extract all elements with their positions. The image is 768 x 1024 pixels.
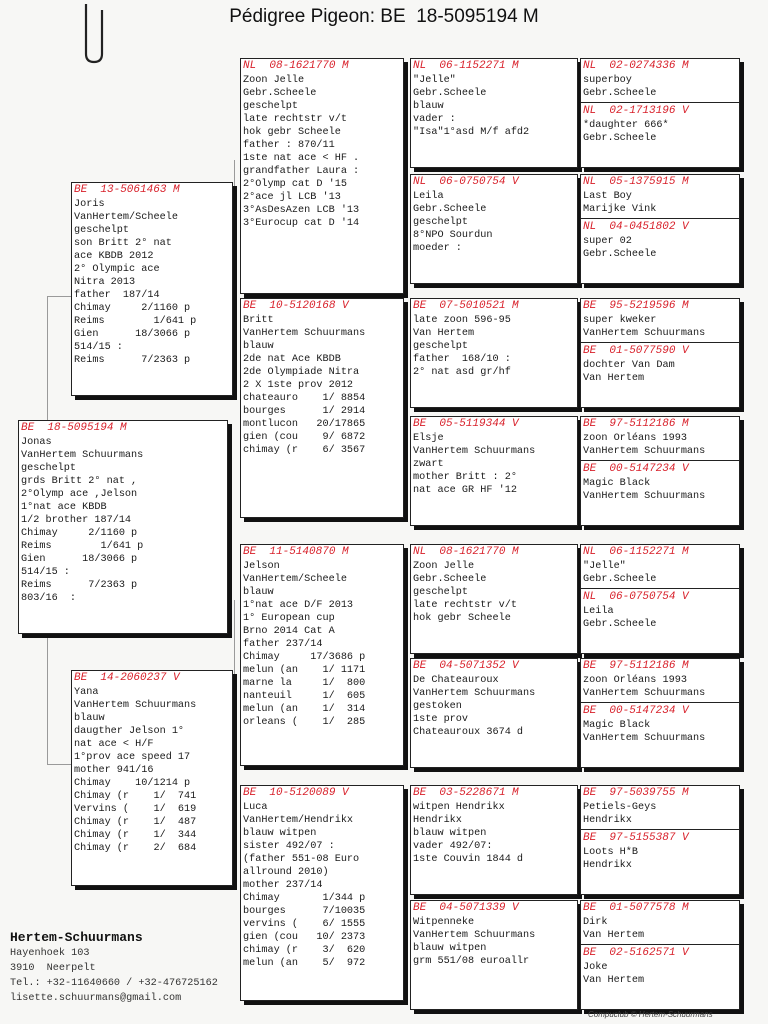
great-great-grandparents-card <box>580 544 740 654</box>
divider <box>581 588 740 589</box>
great-great-grandmother-line: dochter Van Dam <box>583 360 675 371</box>
father-card-line: Reims 1/641 p <box>74 316 197 327</box>
maternal-grandmother-card-line: mother 237/14 <box>243 880 323 891</box>
father-card-line: Gien 18/3066 p <box>74 329 191 340</box>
maternal-grandfather-card-line: marne la 1/ 800 <box>243 678 366 689</box>
great-grandparent-card-line: Hendrikx <box>413 815 462 826</box>
paternal-grandmother-card-line: VanHertem Schuurmans <box>243 328 366 339</box>
maternal-grandmother-card-line: Luca <box>243 802 268 813</box>
paternal-grandfather-card-line: 2°Olymp cat D '15 <box>243 179 347 190</box>
mother-card-ring-number: BE 14-2060237 V <box>74 672 180 684</box>
maternal-grandmother-card-line: gien (cou 10/ 2373 <box>243 932 366 943</box>
great-great-grandfather-ring-number: BE 95-5219596 M <box>583 300 689 312</box>
great-grandparent-card-line: Elsje <box>413 433 444 444</box>
great-grandparent-card-line: gestoken <box>413 701 462 712</box>
mother-card-line: daugther Jelson 1° <box>74 726 185 737</box>
subject-card-line: Jonas <box>21 437 52 448</box>
subject-card-line: 1°nat ace KBDB <box>21 502 107 513</box>
great-great-grandfather-ring-number: BE 97-5039755 M <box>583 787 689 799</box>
great-grandparent-card-line: VanHertem Schuurmans <box>413 930 536 941</box>
great-great-grandparents-card <box>580 900 740 1010</box>
great-great-grandmother-line: Leila <box>583 606 614 617</box>
father-card-line: geschelpt <box>74 225 130 236</box>
great-great-grandparents-card <box>580 174 740 284</box>
great-grandparent-card-line: VanHertem Schuurmans <box>413 446 536 457</box>
paternal-grandfather-card-ring-number: NL 08-1621770 M <box>243 60 349 72</box>
maternal-grandmother-card-line: vervins ( 6/ 1555 <box>243 919 366 930</box>
great-grandparent-card <box>410 298 578 408</box>
great-grandparent-card-line: vader : <box>413 114 456 125</box>
great-great-grandmother-line: *daughter 666* <box>583 120 669 131</box>
great-grandparent-card-ring-number: BE 03-5228671 M <box>413 787 519 799</box>
great-great-grandfather-line: Gebr.Scheele <box>583 574 657 585</box>
great-great-grandparents-card <box>580 785 740 895</box>
great-grandparent-card-ring-number: NL 06-0750754 V <box>413 176 519 188</box>
great-grandparent-card-line: blauw <box>413 101 444 112</box>
mother-card-line: Chimay (r 1/ 344 <box>74 830 197 841</box>
father-card-ring-number: BE 13-5061463 M <box>74 184 180 196</box>
mother-card <box>71 670 233 886</box>
great-great-grandmother-line: Gebr.Scheele <box>583 619 657 630</box>
great-grandparent-card-ring-number: NL 08-1621770 M <box>413 546 519 558</box>
great-great-grandmother-line: Loots H*B <box>583 847 639 858</box>
great-grandparent-card-line: geschelpt <box>413 217 469 228</box>
paternal-grandfather-card-line: Zoon Jelle <box>243 75 305 86</box>
maternal-grandfather-card-ring-number: BE 11-5140870 M <box>243 546 349 558</box>
mother-card-line: Chimay (r 2/ 684 <box>74 843 197 854</box>
maternal-grandmother-card-line: Chimay 1/344 p <box>243 893 366 904</box>
maternal-grandmother-card <box>240 785 404 1001</box>
paternal-grandmother-card-line: 2de Olympiade Nitra <box>243 367 360 378</box>
great-great-grandfather-ring-number: BE 01-5077578 M <box>583 902 689 914</box>
father-card-line: father 187/14 <box>74 290 160 301</box>
divider <box>581 702 740 703</box>
paternal-grandfather-card-line: 3°Eurocup cat D '14 <box>243 218 360 229</box>
maternal-grandmother-card-line: chimay (r 3/ 620 <box>243 945 366 956</box>
great-grandparent-card-line: De Chateauroux <box>413 675 499 686</box>
great-grandparent-card <box>410 58 578 168</box>
great-great-grandmother-line: Gebr.Scheele <box>583 133 657 144</box>
breeder-phone: Tel.: +32-11640660 / +32-476725162 <box>10 978 218 989</box>
great-great-grandmother-ring-number: NL 04-0451802 V <box>583 221 689 233</box>
great-great-grandmother-ring-number: BE 97-5155387 V <box>583 832 689 844</box>
father-card-line: VanHertem/Scheele <box>74 212 178 223</box>
father-card-line: Joris <box>74 199 105 210</box>
paternal-grandfather-card-line: hok gebr Scheele <box>243 127 341 138</box>
great-great-grandparents-card <box>580 416 740 526</box>
great-great-grandmother-ring-number: BE 00-5147234 V <box>583 463 689 475</box>
paternal-grandmother-card-line: chateauro 1/ 8854 <box>243 393 366 404</box>
divider <box>581 342 740 343</box>
great-grandparent-card-line: Gebr.Scheele <box>413 574 487 585</box>
subject-card-line: 803/16 : <box>21 593 77 604</box>
breeder-city: 3910 Neerpelt <box>10 963 96 974</box>
great-grandparent-card-ring-number: BE 04-5071339 V <box>413 902 519 914</box>
paternal-grandmother-card-ring-number: BE 10-5120168 V <box>243 300 349 312</box>
great-grandparent-card-line: "Isa"1°asd M/f afd2 <box>413 127 530 138</box>
paternal-grandmother-card <box>240 298 404 518</box>
connector-line <box>404 100 405 240</box>
great-great-grandmother-line: VanHertem Schuurmans <box>583 491 706 502</box>
mother-card-line: Chimay (r 1/ 487 <box>74 817 197 828</box>
paternal-grandfather-card-line: 2°ace jl LCB '13 <box>243 192 341 203</box>
paternal-grandmother-card-line: bourges 1/ 2914 <box>243 406 366 417</box>
great-great-grandmother-line: Gebr.Scheele <box>583 249 657 260</box>
paternal-grandmother-card-line: 2de nat Ace KBDB <box>243 354 341 365</box>
great-great-grandmother-line: Magic Black <box>583 720 651 731</box>
great-grandparent-card <box>410 544 578 654</box>
mother-card-line: mother 941/16 <box>74 765 154 776</box>
paternal-grandmother-card-line: chimay (r 6/ 3567 <box>243 445 366 456</box>
great-great-grandmother-ring-number: NL 06-0750754 V <box>583 591 689 603</box>
paternal-grandfather-card-line: late rechtstr v/t <box>243 114 347 125</box>
maternal-grandmother-card-line: (father 551-08 Euro <box>243 854 360 865</box>
subject-card-line: grds Britt 2° nat , <box>21 476 138 487</box>
great-grandparent-card-line: witpen Hendrikx <box>413 802 505 813</box>
great-great-grandmother-line: super 02 <box>583 236 632 247</box>
divider <box>581 102 740 103</box>
father-card-line: Chimay 2/1160 p <box>74 303 191 314</box>
great-great-grandfather-line: Last Boy <box>583 191 632 202</box>
paternal-grandfather-card-line: Gebr.Scheele <box>243 88 317 99</box>
great-great-grandfather-line: VanHertem Schuurmans <box>583 688 706 699</box>
paternal-grandfather-card-line: geschelpt <box>243 101 299 112</box>
great-grandparent-card-ring-number: BE 05-5119344 V <box>413 418 519 430</box>
great-great-grandfather-ring-number: NL 06-1152271 M <box>583 546 689 558</box>
mother-card-line: Chimay (r 1/ 741 <box>74 791 197 802</box>
great-great-grandparents-card <box>580 58 740 168</box>
mother-card-line: nat ace < H/F <box>74 739 154 750</box>
great-grandparent-card-line: late rechtstr v/t <box>413 600 517 611</box>
great-grandparent-card-line: moeder : <box>413 243 462 254</box>
paternal-grandfather-card-line: father : 870/11 <box>243 140 335 151</box>
page-title: Pédigree Pigeon: BE 18-5095194 M <box>229 6 539 27</box>
mother-card-line: Yana <box>74 687 99 698</box>
great-grandparent-card-line: Witpenneke <box>413 917 475 928</box>
great-great-grandfather-line: Marijke Vink <box>583 204 657 215</box>
subject-card-line: 1/2 brother 187/14 <box>21 515 132 526</box>
maternal-grandfather-card-line: blauw <box>243 587 274 598</box>
subject-card-line: 514/15 : <box>21 567 70 578</box>
great-great-grandmother-line: Hendrikx <box>583 860 632 871</box>
great-great-grandfather-line: Hendrikx <box>583 815 632 826</box>
breeder-email[interactable]: lisette.schuurmans@gmail.com <box>10 993 182 1004</box>
subject-card-line: geschelpt <box>21 463 77 474</box>
paternal-grandfather-card-line: 3°AsDesAzen LCB '13 <box>243 205 360 216</box>
great-grandparent-card <box>410 658 578 768</box>
connector-line <box>234 600 235 840</box>
connector-line <box>404 320 405 460</box>
great-great-grandfather-ring-number: BE 97-5112186 M <box>583 418 689 430</box>
connector-line <box>234 160 235 400</box>
paternal-grandmother-card-line: gien (cou 9/ 6872 <box>243 432 366 443</box>
breeder-address: Hayenhoek 103 <box>10 948 90 959</box>
father-card-line: Nitra 2013 <box>74 277 136 288</box>
great-grandparent-card-line: late zoon 596-95 <box>413 315 511 326</box>
subject-card-line: Reims 1/641 p <box>21 541 144 552</box>
maternal-grandfather-card-line: VanHertem/Scheele <box>243 574 347 585</box>
connector-line <box>404 800 405 940</box>
maternal-grandmother-card-line: blauw witpen <box>243 828 317 839</box>
great-great-grandmother-ring-number: BE 00-5147234 V <box>583 705 689 717</box>
paternal-grandmother-card-line: 2 X 1ste prov 2012 <box>243 380 354 391</box>
mother-card-line: VanHertem Schuurmans <box>74 700 197 711</box>
great-great-grandfather-line: Dirk <box>583 917 608 928</box>
great-great-grandfather-line: zoon Orléans 1993 <box>583 433 687 444</box>
mother-card-line: blauw <box>74 713 105 724</box>
maternal-grandfather-card <box>240 544 404 766</box>
breeder-contact <box>10 930 218 1006</box>
maternal-grandmother-card-line: VanHertem/Hendrikx <box>243 815 354 826</box>
great-grandparent-card-line: mother Britt : 2° <box>413 472 517 483</box>
great-great-grandmother-ring-number: BE 02-5162571 V <box>583 947 689 959</box>
great-great-grandfather-ring-number: NL 02-0274336 M <box>583 60 689 72</box>
great-great-grandmother-line: Van Hertem <box>583 373 645 384</box>
maternal-grandfather-card-line: orleans ( 1/ 285 <box>243 717 366 728</box>
great-great-grandmother-line: VanHertem Schuurmans <box>583 733 706 744</box>
father-card-line: Reims 7/2363 p <box>74 355 191 366</box>
great-grandparent-card-line: VanHertem Schuurmans <box>413 688 536 699</box>
great-grandparent-card-line: geschelpt <box>413 587 469 598</box>
connector-line <box>47 296 48 420</box>
maternal-grandfather-card-line: Chimay 17/3686 p <box>243 652 366 663</box>
paternal-grandfather-card-line: 1ste nat ace < HF . <box>243 153 360 164</box>
great-great-grandfather-line: Van Hertem <box>583 930 645 941</box>
maternal-grandfather-card-line: 1°nat ace D/F 2013 <box>243 600 354 611</box>
great-grandparent-card-line: 2° nat asd gr/hf <box>413 367 511 378</box>
great-grandparent-card-line: father 168/10 : <box>413 354 511 365</box>
great-grandparent-card <box>410 785 578 895</box>
great-grandparent-card-line: blauw witpen <box>413 828 487 839</box>
great-great-grandmother-line: Van Hertem <box>583 975 645 986</box>
great-grandparent-card-line: Leila <box>413 191 444 202</box>
maternal-grandfather-card-line: 1° European cup <box>243 613 335 624</box>
mother-card-line: Vervins ( 1/ 619 <box>74 804 197 815</box>
mother-card-line: Chimay 10/1214 p <box>74 778 191 789</box>
great-great-grandfather-ring-number: NL 05-1375915 M <box>583 176 689 188</box>
great-grandparent-card-ring-number: BE 07-5010521 M <box>413 300 519 312</box>
great-grandparent-card-line: 1ste Couvin 1844 d <box>413 854 524 865</box>
great-grandparent-card-ring-number: NL 06-1152271 M <box>413 60 519 72</box>
subject-card <box>18 420 228 634</box>
subject-card-line: Gien 18/3066 p <box>21 554 138 565</box>
paternal-grandmother-card-line: montlucon 20/17865 <box>243 419 366 430</box>
great-grandparent-card-line: nat ace GR HF '12 <box>413 485 517 496</box>
paternal-grandmother-card-line: Britt <box>243 315 274 326</box>
maternal-grandfather-card-line: Jelson <box>243 561 280 572</box>
great-grandparent-card <box>410 416 578 526</box>
great-grandparent-card-line: grm 551/08 euroallr <box>413 956 530 967</box>
great-great-grandfather-line: superboy <box>583 75 632 86</box>
great-great-grandfather-line: "Jelle" <box>583 561 626 572</box>
father-card-line: 514/15 : <box>74 342 123 353</box>
connector-line <box>47 764 71 765</box>
mother-card-line: 1°prov ace speed 17 <box>74 752 191 763</box>
connector-line <box>47 634 48 764</box>
great-grandparent-card-line: 8°NPO Sourdun <box>413 230 493 241</box>
great-great-grandfather-line: super kweker <box>583 315 657 326</box>
father-card-line: 2° Olympic ace <box>74 264 160 275</box>
great-great-grandfather-line: VanHertem Schuurmans <box>583 446 706 457</box>
great-grandparent-card-line: Van Hertem <box>413 328 475 339</box>
great-grandparent-card-line: Gebr.Scheele <box>413 204 487 215</box>
paternal-grandfather-card <box>240 58 404 294</box>
connector-line <box>404 560 405 700</box>
maternal-grandmother-card-line: bourges 7/10035 <box>243 906 366 917</box>
subject-card-line: Chimay 2/1160 p <box>21 528 138 539</box>
great-great-grandmother-ring-number: NL 02-1713196 V <box>583 105 689 117</box>
maternal-grandfather-card-line: nanteuil 1/ 605 <box>243 691 366 702</box>
father-card-line: ace KBDB 2012 <box>74 251 154 262</box>
maternal-grandmother-card-line: melun (an 5/ 972 <box>243 958 366 969</box>
great-great-grandfather-ring-number: BE 97-5112186 M <box>583 660 689 672</box>
subject-card-ring-number: BE 18-5095194 M <box>21 422 127 434</box>
great-grandparent-card-line: "Jelle" <box>413 75 456 86</box>
maternal-grandfather-card-line: father 237/14 <box>243 639 323 650</box>
great-grandparent-card-line: Gebr.Scheele <box>413 88 487 99</box>
great-grandparent-card-ring-number: BE 04-5071352 V <box>413 660 519 672</box>
subject-card-line: Reims 7/2363 p <box>21 580 138 591</box>
great-great-grandfather-line: Gebr.Scheele <box>583 88 657 99</box>
maternal-grandmother-card-line: sister 492/07 : <box>243 841 335 852</box>
paternal-grandmother-card-line: blauw <box>243 341 274 352</box>
great-grandparent-card-line: 1ste prov <box>413 714 469 725</box>
subject-card-line: VanHertem Schuurmans <box>21 450 144 461</box>
great-great-grandmother-line: Joke <box>583 962 608 973</box>
divider <box>581 944 740 945</box>
divider <box>581 218 740 219</box>
connector-line <box>47 296 71 297</box>
great-great-grandfather-line: zoon Orléans 1993 <box>583 675 687 686</box>
great-grandparent-card-line: hok gebr Scheele <box>413 613 511 624</box>
divider <box>581 460 740 461</box>
great-grandparent-card-line: zwart <box>413 459 444 470</box>
maternal-grandfather-card-line: melun (an 1/ 1171 <box>243 665 366 676</box>
maternal-grandfather-card-line: Brno 2014 Cat A <box>243 626 335 637</box>
great-grandparent-card-line: Chateauroux 3674 d <box>413 727 524 738</box>
great-great-grandmother-ring-number: BE 01-5077590 V <box>583 345 689 357</box>
great-grandparent-card <box>410 174 578 284</box>
maternal-grandmother-card-line: allround 2010) <box>243 867 329 878</box>
father-card <box>71 182 233 396</box>
paperclip-icon <box>80 0 110 66</box>
great-great-grandmother-line: Magic Black <box>583 478 651 489</box>
father-card-line: son Britt 2° nat <box>74 238 172 249</box>
credit-text: Compuclub © Hertem-Schuurmans <box>588 1010 713 1019</box>
maternal-grandmother-card-ring-number: BE 10-5120089 V <box>243 787 349 799</box>
great-great-grandfather-line: VanHertem Schuurmans <box>583 328 706 339</box>
subject-card-line: 2°Olymp ace ,Jelson <box>21 489 138 500</box>
breeder-name: Hertem-Schuurmans <box>10 930 143 945</box>
great-great-grandparents-card <box>580 298 740 408</box>
great-grandparent-card-line: Zoon Jelle <box>413 561 475 572</box>
great-great-grandfather-line: Petiels-Geys <box>583 802 657 813</box>
paternal-grandfather-card-line: grandfather Laura : <box>243 166 360 177</box>
great-grandparent-card-line: geschelpt <box>413 341 469 352</box>
great-grandparent-card-line: blauw witpen <box>413 943 487 954</box>
maternal-grandfather-card-line: melun (an 1/ 314 <box>243 704 366 715</box>
great-grandparent-card <box>410 900 578 1010</box>
great-grandparent-card-line: vader 492/07: <box>413 841 493 852</box>
divider <box>581 829 740 830</box>
great-great-grandparents-card <box>580 658 740 768</box>
